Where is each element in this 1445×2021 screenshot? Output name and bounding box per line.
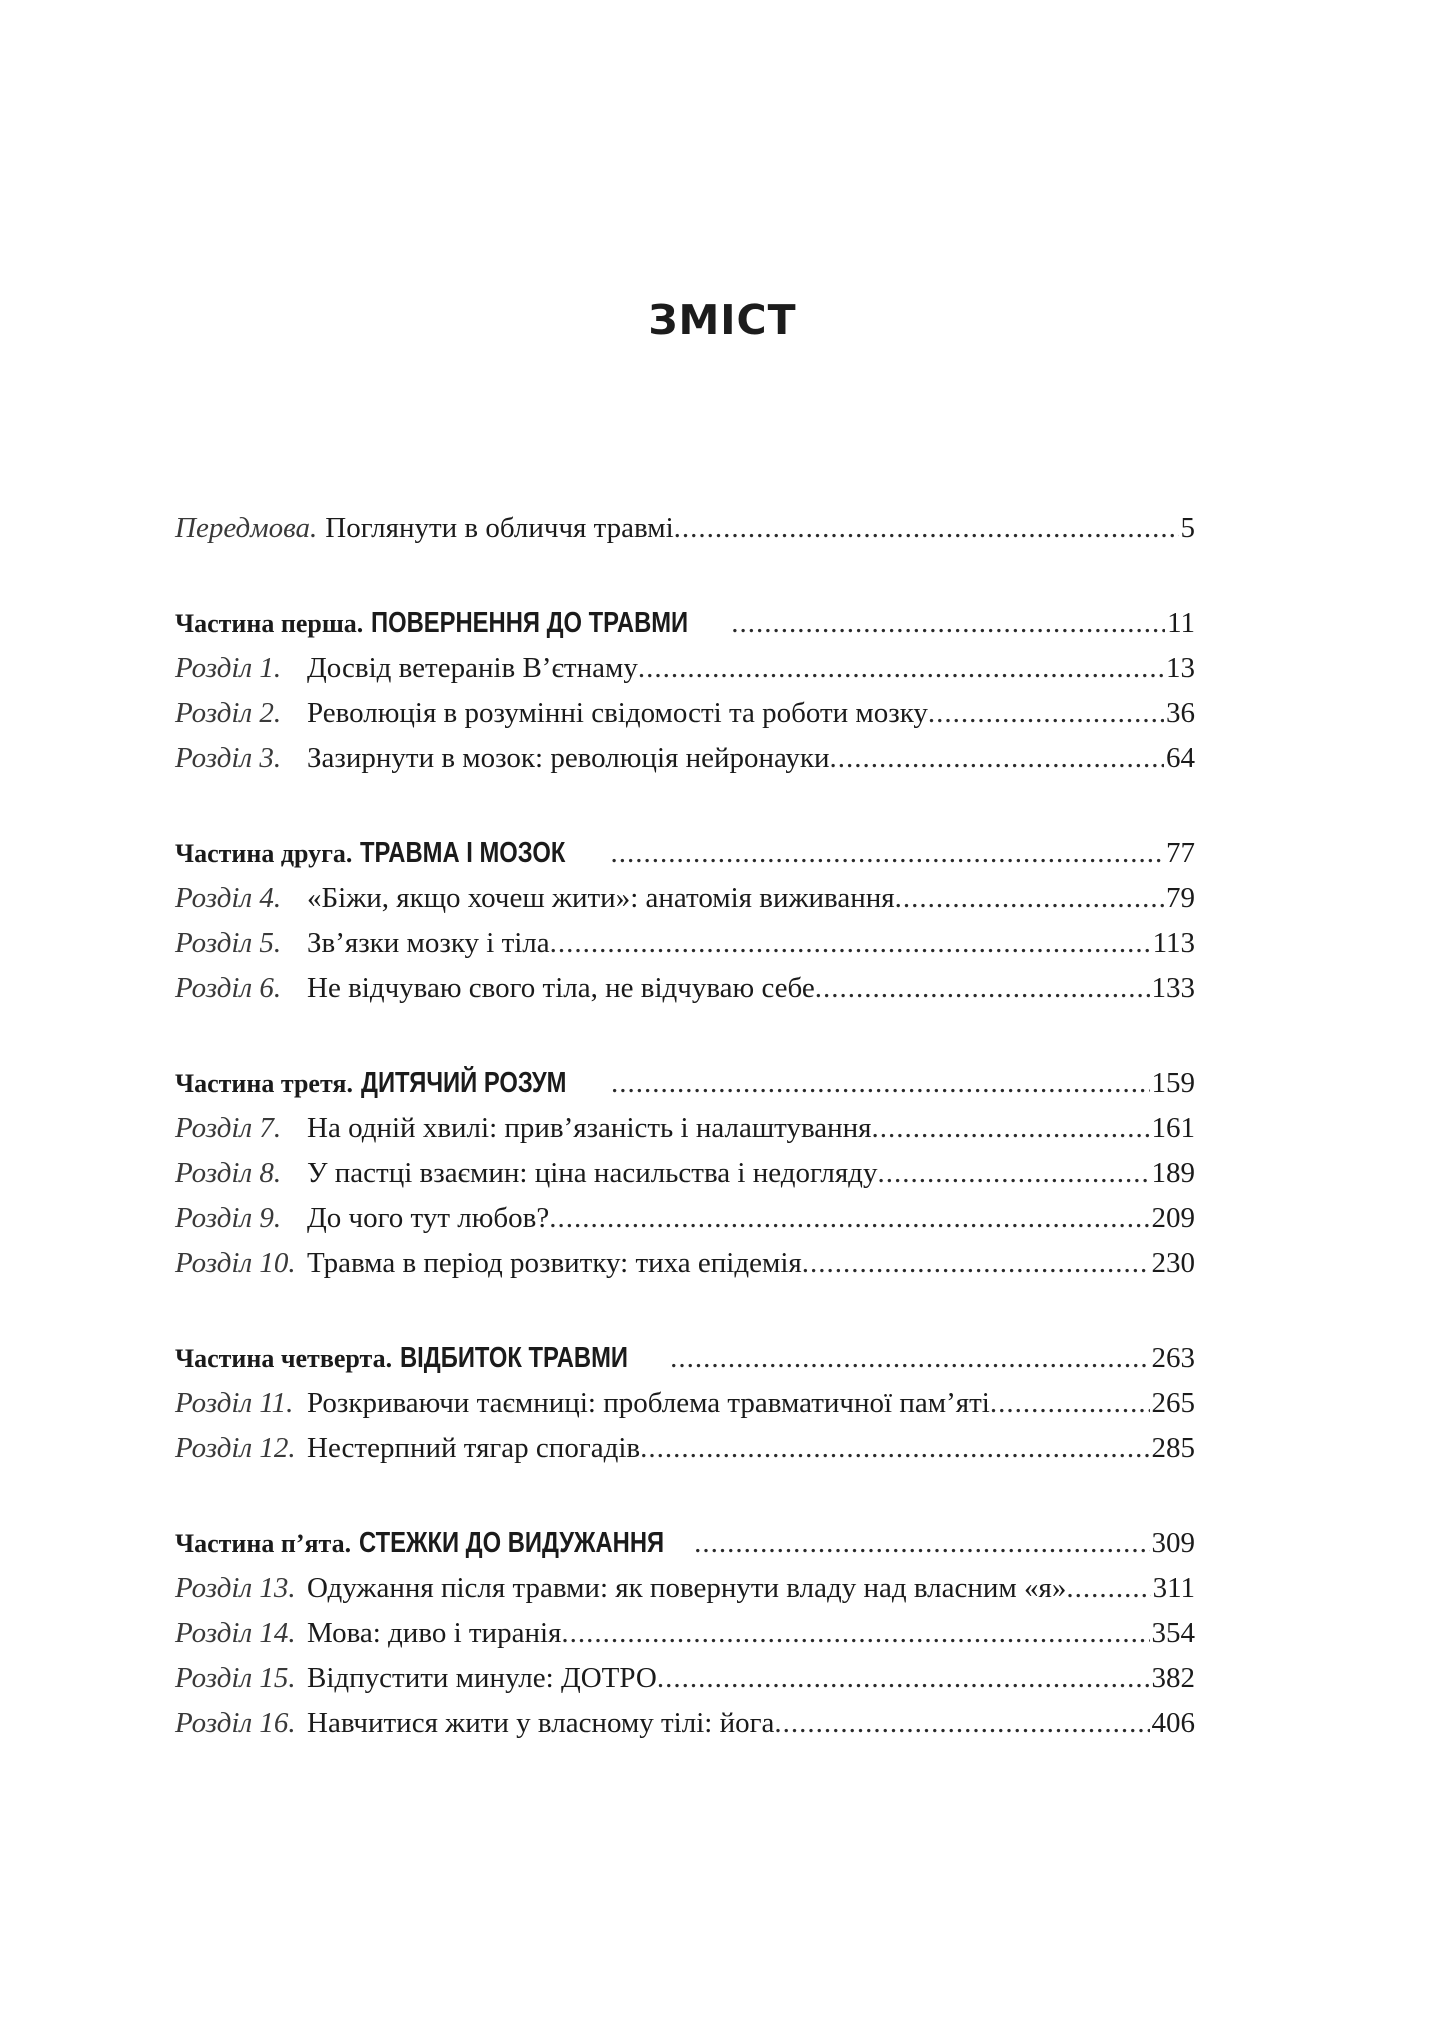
dot-leader xyxy=(895,882,1164,915)
preface-title: Поглянути в обличчя травмі xyxy=(325,512,674,544)
page-number: 13 xyxy=(1166,652,1195,684)
page-number: 189 xyxy=(1151,1157,1195,1189)
page-number: 406 xyxy=(1151,1707,1195,1739)
dot-leader xyxy=(638,652,1164,685)
chapter-label: Розділ 11. xyxy=(175,1387,294,1419)
chapter-label: Розділ 8. xyxy=(175,1157,282,1189)
part-label: Частина третя. xyxy=(175,1069,353,1098)
page-title: ЗМІСТ xyxy=(648,296,797,344)
part-title: ВІДБИТОК ТРАВМИ xyxy=(400,1342,629,1374)
toc-entry-preface[interactable] xyxy=(175,512,1195,557)
page-number: 11 xyxy=(1167,607,1195,639)
page-number: 311 xyxy=(1152,1572,1195,1604)
toc-entry-chapter-3[interactable] xyxy=(175,742,1195,787)
chapter-label: Розділ 16. xyxy=(175,1707,296,1739)
chapter-title: На одній хвилі: прив’язаність і налаштування xyxy=(307,1112,872,1144)
toc-entry-part-4[interactable] xyxy=(175,1342,1195,1387)
chapter-title: Навчитися жити у власному тілі: йога xyxy=(307,1707,775,1739)
page-number: 265 xyxy=(1151,1387,1195,1419)
chapter-label: Розділ 7. xyxy=(175,1112,282,1144)
page-number: 77 xyxy=(1166,837,1195,869)
dot-leader xyxy=(670,1342,1149,1375)
page-number: 382 xyxy=(1151,1662,1195,1694)
part-title: ДИТЯЧИЙ РОЗУМ xyxy=(360,1067,567,1099)
chapter-label: Розділ 12. xyxy=(175,1432,296,1464)
chapter-title: Зазирнути в мозок: революція нейронауки xyxy=(307,742,830,774)
chapter-title: Відпустити минуле: ДОТРО xyxy=(307,1662,657,1694)
page-number: 133 xyxy=(1151,972,1195,1004)
dot-leader xyxy=(872,1112,1150,1145)
table-of-contents xyxy=(175,512,1195,1752)
chapter-title: Розкриваючи таємниці: проблема травматичної пам’яті xyxy=(307,1387,990,1419)
dot-leader xyxy=(815,972,1150,1005)
part-title: СТЕЖКИ ДО ВИДУЖАННЯ xyxy=(359,1527,665,1559)
toc-entry-chapter-7[interactable] xyxy=(175,1112,1195,1157)
chapter-title: Мова: диво і тиранія xyxy=(307,1617,562,1649)
dot-leader xyxy=(694,1527,1149,1560)
toc-entry-chapter-16[interactable] xyxy=(175,1707,1195,1752)
toc-entry-chapter-12[interactable] xyxy=(175,1432,1195,1477)
chapter-label: Розділ 15. xyxy=(175,1662,296,1694)
page-number: 64 xyxy=(1166,742,1195,774)
dot-leader xyxy=(1066,1572,1150,1605)
dot-leader xyxy=(830,742,1164,775)
chapter-title: «Біжи, якщо хочеш жити»: анатомія виживання xyxy=(307,882,895,914)
chapter-label: Розділ 2. xyxy=(175,697,282,729)
dot-leader xyxy=(550,927,1151,960)
toc-entry-chapter-11[interactable] xyxy=(175,1387,1195,1432)
chapter-title: Одужання після травми: як повернути владу над власним «я» xyxy=(307,1572,1067,1604)
chapter-label: Розділ 1. xyxy=(175,652,282,684)
page-number: 209 xyxy=(1151,1202,1195,1234)
dot-leader xyxy=(561,1617,1149,1650)
page-number: 159 xyxy=(1151,1067,1195,1099)
dot-leader xyxy=(674,512,1179,545)
toc-entry-part-3[interactable] xyxy=(175,1067,1195,1112)
dot-leader xyxy=(549,1202,1149,1235)
dot-leader xyxy=(610,837,1164,870)
chapter-label: Розділ 4. xyxy=(175,882,282,914)
toc-entry-chapter-1[interactable] xyxy=(175,652,1195,697)
page-number: 5 xyxy=(1180,512,1195,544)
page-number: 285 xyxy=(1151,1432,1195,1464)
toc-entry-chapter-8[interactable] xyxy=(175,1157,1195,1202)
preface-label: Передмова. xyxy=(175,512,318,544)
page-number: 79 xyxy=(1166,882,1195,914)
page-number: 309 xyxy=(1151,1527,1195,1559)
toc-entry-part-1[interactable] xyxy=(175,607,1195,652)
toc-entry-chapter-13[interactable] xyxy=(175,1572,1195,1617)
page-number: 230 xyxy=(1151,1247,1195,1279)
chapter-label: Розділ 10. xyxy=(175,1247,296,1279)
dot-leader xyxy=(774,1707,1149,1740)
chapter-title: Нестерпний тягар спогадів xyxy=(307,1432,641,1464)
dot-leader xyxy=(990,1387,1150,1420)
chapter-label: Розділ 6. xyxy=(175,972,282,1004)
toc-entry-chapter-2[interactable] xyxy=(175,697,1195,742)
toc-entry-chapter-6[interactable] xyxy=(175,972,1195,1017)
part-label: Частина друга. xyxy=(175,839,353,868)
chapter-label: Розділ 9. xyxy=(175,1202,282,1234)
dot-leader xyxy=(877,1157,1149,1190)
dot-leader xyxy=(802,1247,1150,1280)
toc-entry-chapter-9[interactable] xyxy=(175,1202,1195,1247)
chapter-title: Досвід ветеранів В’єтнаму xyxy=(307,652,638,684)
toc-entry-chapter-4[interactable] xyxy=(175,882,1195,927)
page-number: 263 xyxy=(1151,1342,1195,1374)
chapter-label: Розділ 14. xyxy=(175,1617,296,1649)
chapter-label: Розділ 13. xyxy=(175,1572,296,1604)
chapter-label: Розділ 5. xyxy=(175,927,282,959)
toc-entry-chapter-5[interactable] xyxy=(175,927,1195,972)
dot-leader xyxy=(731,607,1165,640)
chapter-title: Травма в період розвитку: тиха епідемія xyxy=(307,1247,802,1279)
chapter-label: Розділ 3. xyxy=(175,742,282,774)
dot-leader xyxy=(611,1067,1150,1100)
part-label: Частина перша. xyxy=(175,609,364,638)
toc-entry-part-5[interactable] xyxy=(175,1527,1195,1572)
chapter-title: Зв’язки мозку і тіла xyxy=(307,927,550,959)
part-title: ТРАВМА І МОЗОК xyxy=(360,837,566,869)
page-number: 161 xyxy=(1151,1112,1195,1144)
toc-entry-chapter-14[interactable] xyxy=(175,1617,1195,1662)
toc-entry-chapter-15[interactable] xyxy=(175,1662,1195,1707)
dot-leader xyxy=(657,1662,1150,1695)
page-number: 354 xyxy=(1151,1617,1195,1649)
part-label: Частина п’ята. xyxy=(175,1529,352,1558)
page-number: 36 xyxy=(1166,697,1195,729)
chapter-title: Революція в розумінні свідомості та роботи мозку xyxy=(307,697,928,729)
chapter-title: До чого тут любов? xyxy=(307,1202,550,1234)
dot-leader xyxy=(640,1432,1149,1465)
toc-entry-chapter-10[interactable] xyxy=(175,1247,1195,1292)
part-label: Частина четверта. xyxy=(175,1344,393,1373)
page-number: 113 xyxy=(1152,927,1195,959)
chapter-title: Не відчуваю свого тіла, не відчуваю себе xyxy=(307,972,815,1004)
dot-leader xyxy=(928,697,1164,730)
part-title: ПОВЕРНЕННЯ ДО ТРАВМИ xyxy=(371,607,689,639)
toc-entry-part-2[interactable] xyxy=(175,837,1195,882)
chapter-title: У пастці взаємин: ціна насильства і недогляду xyxy=(307,1157,878,1189)
